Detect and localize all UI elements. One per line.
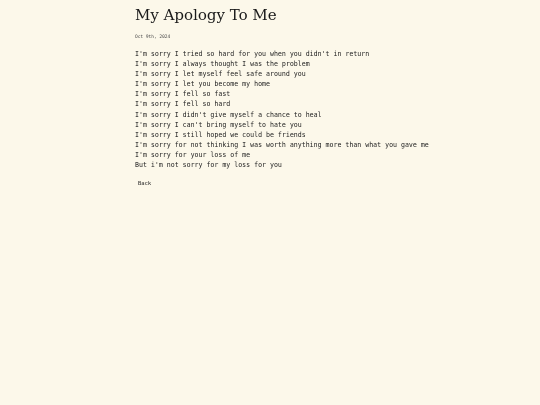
post-title: My Apology To Me <box>135 6 277 24</box>
poem-line: I'm sorry I didn't give myself a chance to heal <box>135 110 322 119</box>
poem-line: I'm sorry I always thought I was the problem <box>135 60 310 69</box>
poem-line: I'm sorry I fell so fast <box>135 90 231 99</box>
poem-line: I'm sorry for not thinking I was worth anything more than what you gave me <box>135 140 429 149</box>
post-date: Oct 9th, 2024 <box>135 35 171 40</box>
poem-line: I'm sorry for your loss of me <box>135 150 251 159</box>
poem-line: I'm sorry I still hoped we could be friends <box>135 130 306 139</box>
article <box>135 6 435 189</box>
poem-body <box>135 49 435 170</box>
poem-line: I'm sorry I tried so hard for you when you didn't in return <box>135 50 370 58</box>
poem-line: But i'm not sorry for my loss for you <box>135 161 282 170</box>
poem-line: I'm sorry I can't bring myself to hate you <box>135 120 302 129</box>
poem-line: I'm sorry I fell so hard <box>135 100 231 109</box>
poem-line: I'm sorry I let myself feel safe around you <box>135 70 306 79</box>
back-link[interactable]: Back <box>138 181 152 188</box>
poem-line: I'm sorry I let you become my home <box>135 80 270 89</box>
